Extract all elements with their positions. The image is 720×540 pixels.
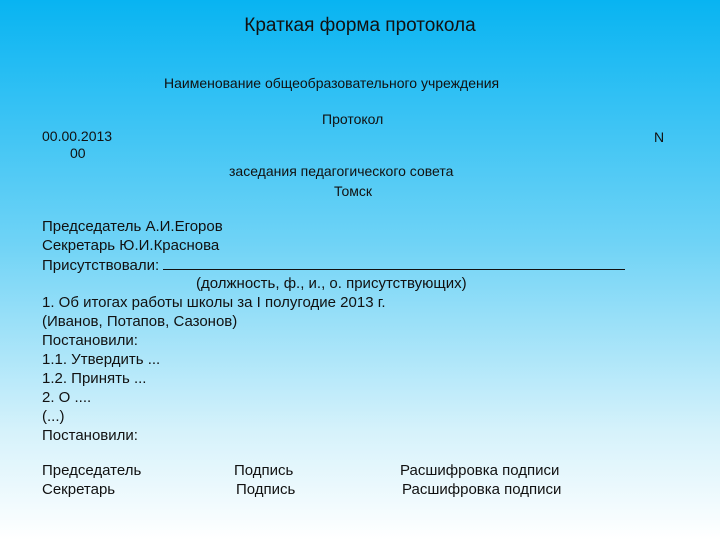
protocol-date: 00.00.2013 [42,128,113,144]
chairman-line: Председатель А.И.Егоров [42,218,223,235]
signature-secretary-decode: Расшифровка подписи [402,481,562,498]
resolution-1-2: 1.2. Принять ... [42,370,147,387]
signature-secretary-title: Секретарь [42,481,116,498]
agenda-item-1: 1. Об итогах работы школы за I полугодие 2013 г. [42,294,386,311]
signature-chairman-sign: Подпись [234,462,294,479]
resolution-1-1: 1.1. Утвердить ... [42,351,161,368]
secretary-line: Секретарь Ю.И.Краснова [42,237,220,254]
protocol-date-sub: 00 [70,145,86,161]
present-label: Присутствовали: [42,257,160,274]
agenda-item-1-speakers: (Иванов, Потапов, Сазонов) [42,313,238,330]
agenda-item-2-speakers: (...) [42,408,65,425]
present-line [42,257,625,273]
present-blank-line [163,257,625,270]
resolved-label-1: Постановили: [42,332,138,349]
city: Томск [334,183,372,199]
signature-secretary-sign: Подпись [236,481,296,498]
institution-name: Наименование общеобразовательного учреждения [164,75,500,91]
protocol-number-label: N [654,129,665,145]
present-hint: (должность, ф., и., о. присутствующих) [196,275,467,292]
meeting-name: заседания педагогического совета [229,163,454,179]
protocol-label: Протокол [322,111,384,127]
document-title: Краткая форма протокола [244,15,476,36]
signature-chairman-decode: Расшифровка подписи [400,462,560,479]
signature-chairman-title: Председатель [42,462,142,479]
agenda-item-2: 2. О .... [42,389,92,406]
resolved-label-2: Постановили: [42,427,138,444]
